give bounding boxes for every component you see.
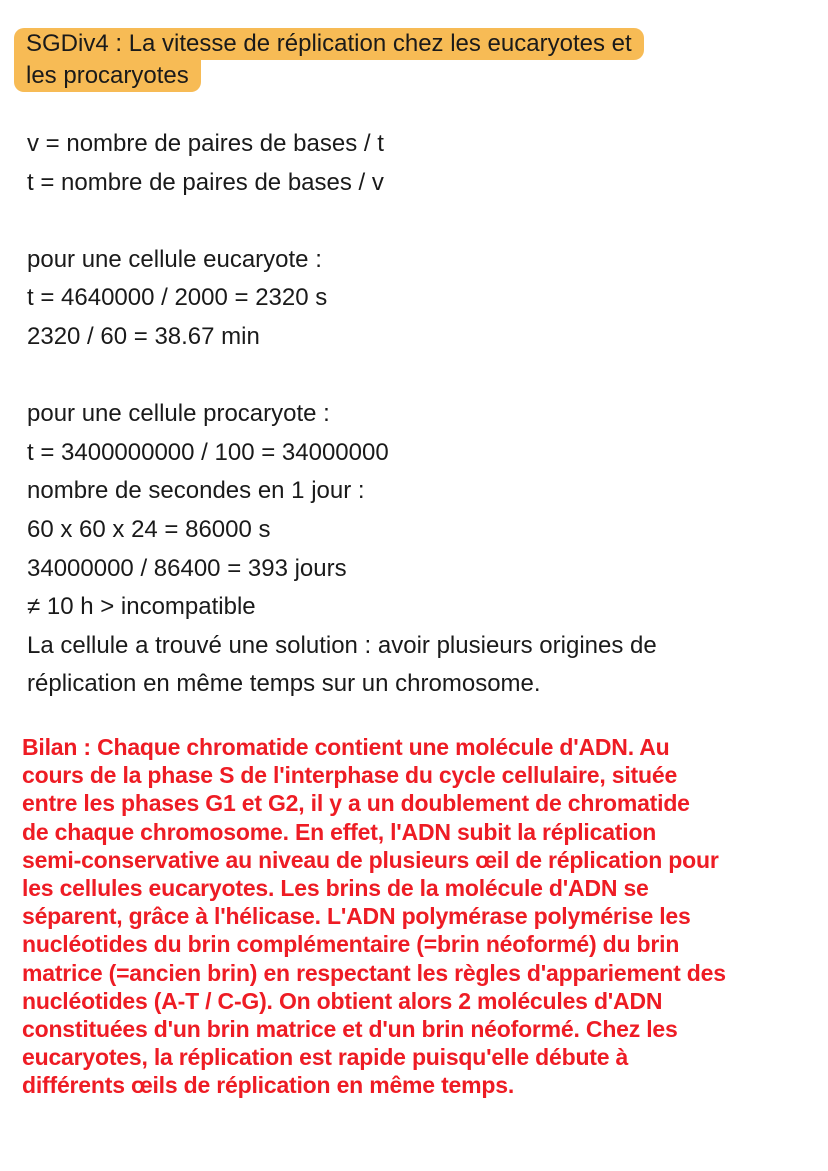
- seconds-per-day: 60 x 60 x 24 = 86000 s: [27, 515, 271, 543]
- eukaryote-time-minutes: 2320 / 60 = 38.67 min: [27, 322, 260, 350]
- spacer: [27, 202, 807, 241]
- summary-line: semi-conservative au niveau de plusieurs œil de réplication pour: [22, 846, 719, 873]
- title-line-2: les procaryotes: [14, 60, 201, 92]
- summary-line: entre les phases G1 et G2, il y a un doublement de chromatide: [22, 790, 690, 817]
- solution-line-1: La cellule a trouvé une solution : avoir plusieurs origines de: [27, 631, 657, 659]
- solution-line-2: réplication en même temps sur un chromosome.: [27, 670, 541, 698]
- calculation-section: [27, 125, 807, 704]
- seconds-per-day-heading: nombre de secondes en 1 jour :: [27, 477, 365, 505]
- summary-line: matrice (=ancien brin) en respectant les règles d'appariement des: [22, 959, 726, 986]
- summary-line: les cellules eucaryotes. Les brins de la molécule d'ADN se: [22, 874, 649, 901]
- eukaryote-heading: pour une cellule eucaryote :: [27, 245, 322, 273]
- summary-line: nucléotides (A-T / C-G). On obtient alors 2 molécules d'ADN: [22, 987, 663, 1014]
- formula-speed: v = nombre de paires de bases / t: [27, 130, 384, 157]
- title-line-1: SGDiv4 : La vitesse de réplication chez les eucaryotes et: [14, 28, 644, 60]
- summary-line: Bilan : Chaque chromatide contient une molécule d'ADN. Au: [22, 734, 670, 760]
- summary-section: [22, 733, 812, 1099]
- prokaryote-heading: pour une cellule procaryote :: [27, 400, 330, 428]
- spacer: [27, 357, 807, 396]
- summary-line: nucléotides du brin complémentaire (=brin néoformé) du brin: [22, 931, 680, 958]
- summary-line: de chaque chromosome. En effet, l'ADN subit la réplication: [22, 818, 657, 845]
- summary-line: différents œils de réplication en même temps.: [22, 1072, 515, 1099]
- incompatible-note: ≠ 10 h > incompatible: [27, 593, 256, 621]
- formula-time: t = nombre de paires de bases / v: [27, 168, 384, 196]
- eukaryote-time-seconds: t = 4640000 / 2000 = 2320 s: [27, 284, 328, 312]
- summary-line: séparent, grâce à l'hélicase. L'ADN polymérase polymérise les: [22, 903, 691, 930]
- summary-line: eucaryotes, la réplication est rapide puisqu'elle débute à: [22, 1044, 629, 1071]
- summary-line: constituées d'un brin matrice et d'un brin néoformé. Chez les: [22, 1015, 678, 1042]
- prokaryote-time-days: 34000000 / 86400 = 393 jours: [27, 554, 347, 582]
- summary-line: cours de la phase S de l'interphase du cycle cellulaire, située: [22, 762, 678, 789]
- page-title: [14, 28, 714, 92]
- prokaryote-time-seconds: t = 3400000000 / 100 = 34000000: [27, 438, 389, 466]
